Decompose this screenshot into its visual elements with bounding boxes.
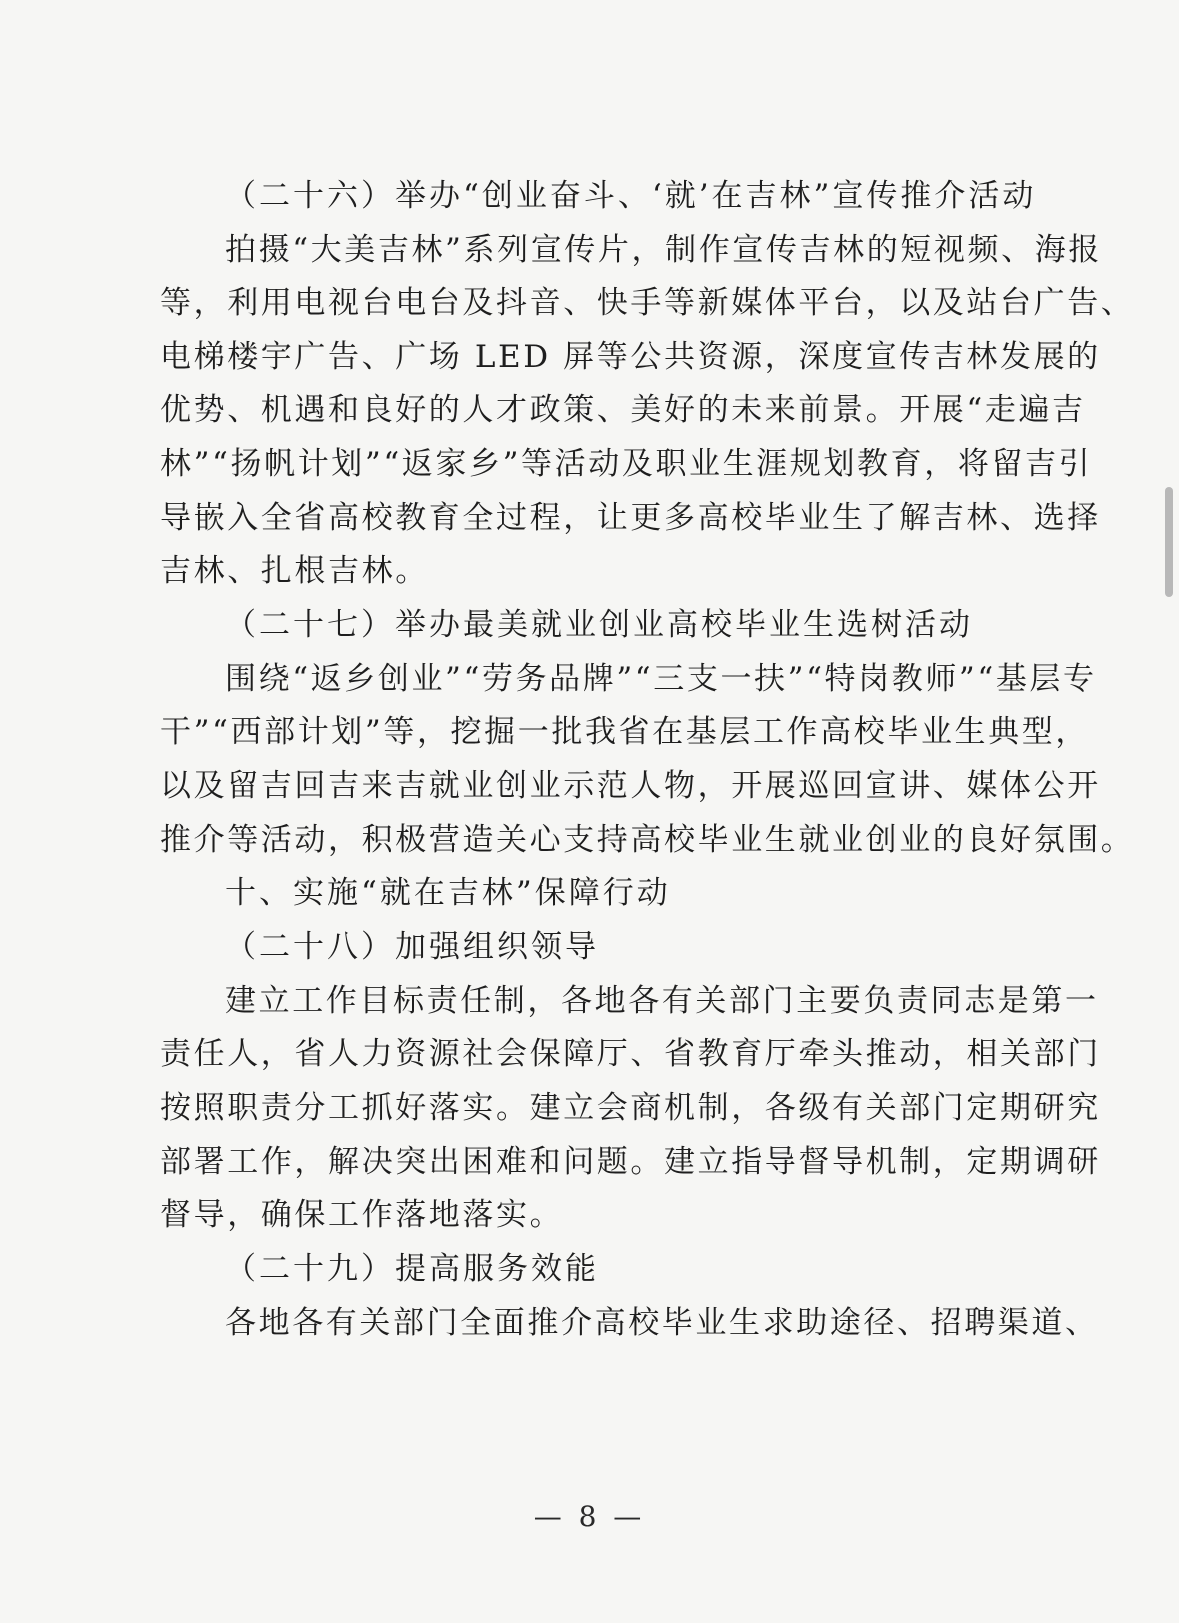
section-heading-26: （二十六）举办“创业奋斗、‘就’在吉林”宣传推介活动 (225, 178, 1037, 214)
paragraph-line: 围绕“返乡创业”“劳务品牌”“三支一扶”“特岗教师”“基层专 (225, 661, 1097, 697)
paragraph-line: 部署工作，解决突出困难和问题。建立指导督导机制，定期调研 (160, 1144, 1101, 1180)
paragraph-line: 建立工作目标责任制，各地各有关部门主要负责同志是第一 (225, 983, 1099, 1019)
scrollbar-thumb[interactable] (1165, 487, 1173, 597)
paragraph-line: 优势、机遇和良好的人才政策、美好的未来前景。开展“走遍吉 (160, 392, 1086, 428)
paragraph-line: 按照职责分工抓好落实。建立会商机制，各级有关部门定期研究 (160, 1090, 1101, 1126)
paragraph-line: 拍摄“大美吉林”系列宣传片，制作宣传吉林的短视频、海报 (225, 232, 1102, 268)
page-number: — 8 — (533, 1500, 646, 1533)
paragraph-line: 以及留吉回吉来吉就业创业示范人物，开展巡回宣讲、媒体公开 (160, 768, 1101, 804)
section-heading-29: （二十九）提高服务效能 (225, 1251, 599, 1287)
paragraph-line: 各地各有关部门全面推介高校毕业生求助途径、招聘渠道、 (225, 1305, 1099, 1341)
paragraph-line: 干”“西部计划”等，挖掘一批我省在基层工作高校毕业生典型， (160, 714, 1089, 750)
paragraph-line: 导嵌入全省高校教育全过程，让更多高校毕业生了解吉林、选择 (160, 500, 1101, 536)
paragraph-line: 等，利用电视台电台及抖音、快手等新媒体平台，以及站台广告、 (160, 285, 1135, 321)
chapter-heading-10: 十、实施“就在吉林”保障行动 (225, 875, 671, 911)
paragraph-line: 责任人，省人力资源社会保障厅、省教育厅牵头推动，相关部门 (160, 1036, 1101, 1072)
paragraph-line: 督导，确保工作落地落实。 (160, 1197, 564, 1233)
paragraph-line: 推介等活动，积极营造关心支持高校毕业生就业创业的良好氛围。 (160, 822, 1135, 858)
paragraph-line: 电梯楼宇广告、广场 LED 屏等公共资源，深度宣传吉林发展的 (160, 339, 1101, 375)
section-heading-27: （二十七）举办最美就业创业高校毕业生选树活动 (225, 607, 973, 643)
paragraph-line: 林”“扬帆计划”“返家乡”等活动及职业生涯规划教育，将留吉引 (160, 446, 1093, 482)
section-heading-28: （二十八）加强组织领导 (225, 929, 599, 965)
paragraph-line: 吉林、扎根吉林。 (160, 553, 429, 589)
